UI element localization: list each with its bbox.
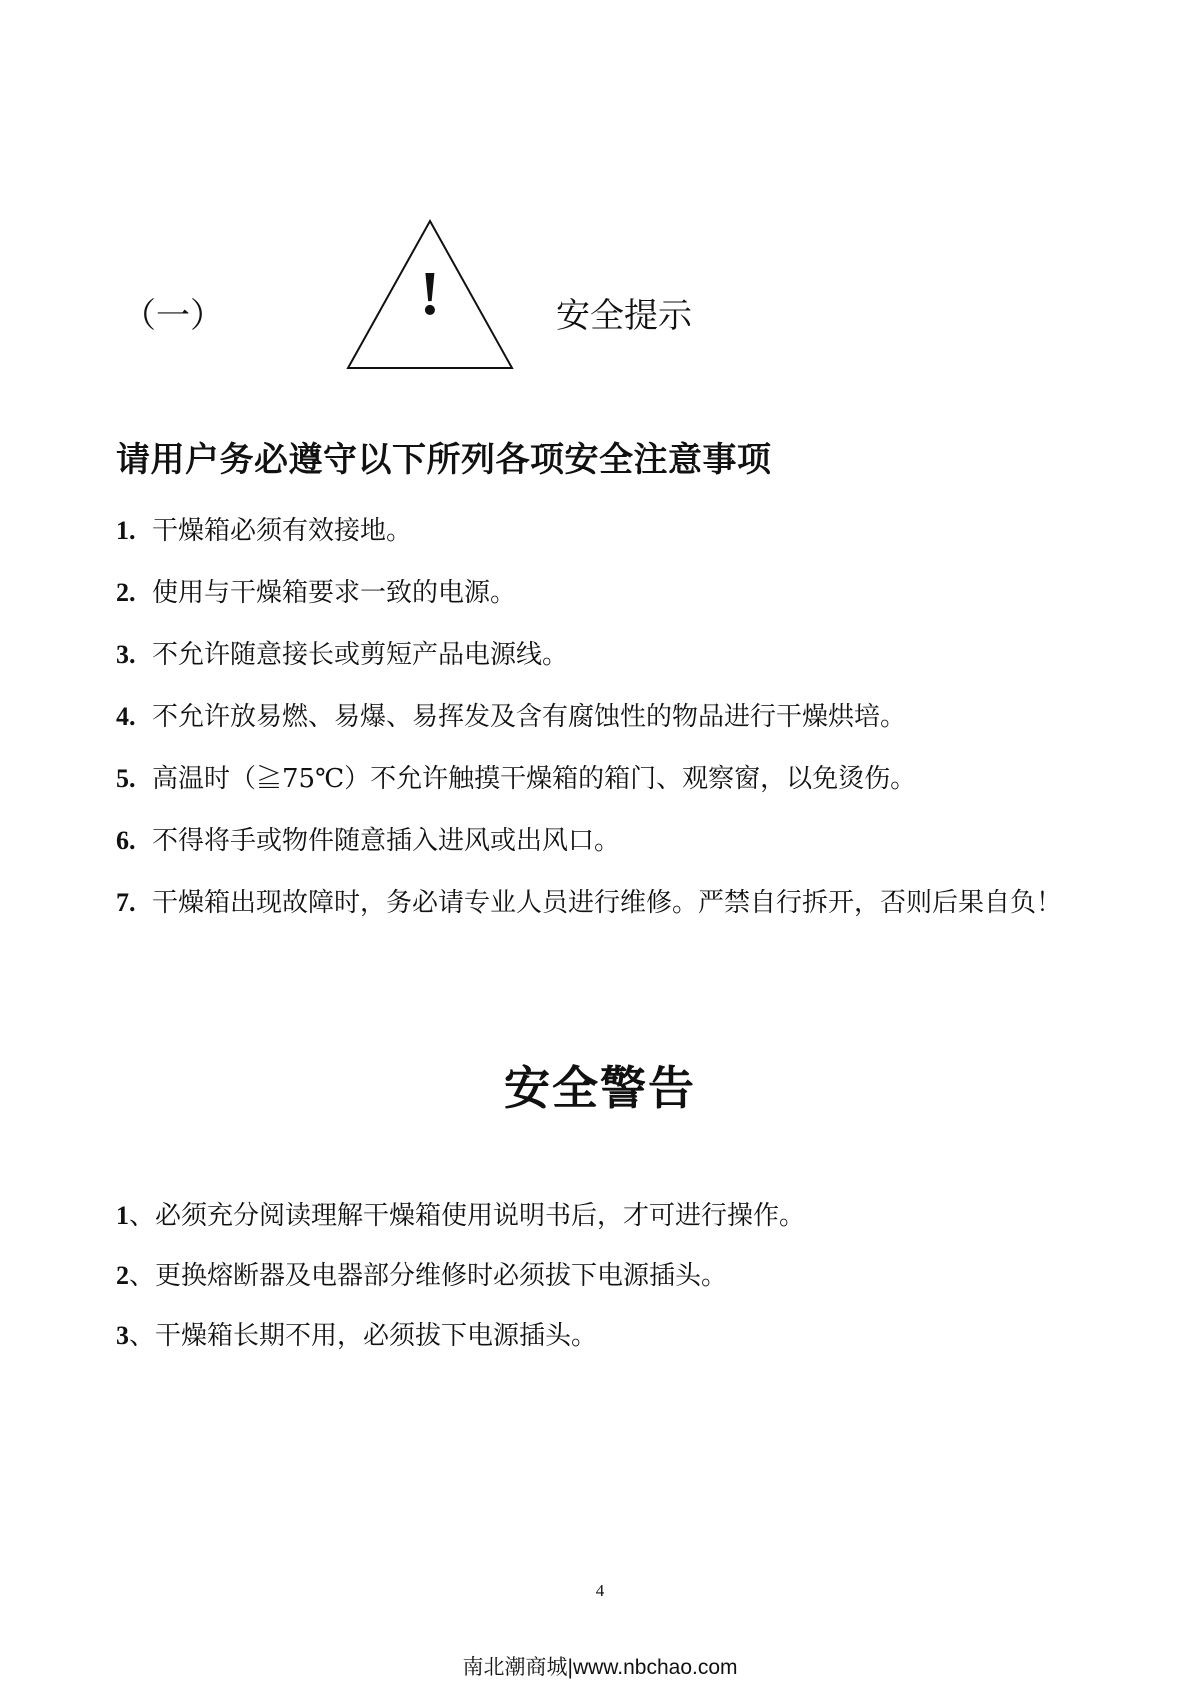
notice-item-number: 5.: [116, 764, 136, 793]
page-number: 4: [595, 1581, 605, 1600]
warning-item-number: 2: [116, 1261, 129, 1290]
section-number: （一）: [122, 296, 224, 336]
notice-list: [116, 500, 1106, 934]
notice-item: [116, 500, 1106, 562]
notice-item-number: 1.: [116, 516, 136, 545]
warning-item-number: 3: [116, 1321, 129, 1350]
notice-item-text: 不得将手或物件随意插入进风或出风口。: [152, 826, 621, 856]
warning-list: [116, 1186, 1106, 1366]
warning-item-text: 、干燥箱长期不用，必须拔下电源插头。: [129, 1321, 598, 1351]
notice-item-text: 不允许随意接长或剪短产品电源线。: [152, 640, 569, 670]
notice-item: [116, 872, 1106, 934]
warning-item-number: 1: [116, 1201, 129, 1230]
warning-item: [116, 1306, 1106, 1366]
warning-item-text: 、必须充分阅读理解干燥箱使用说明书后，才可进行操作。: [129, 1201, 806, 1231]
notice-item: [116, 562, 1106, 624]
notice-item-text: 不允许放易燃、易爆、易挥发及含有腐蚀性的物品进行干燥烘培。: [152, 702, 907, 732]
warning-item: [116, 1246, 1106, 1306]
notice-item: [116, 624, 1106, 686]
section-title: 安全提示: [556, 296, 692, 336]
notice-item-text: 干燥箱出现故障时，务必请专业人员进行维修。严禁自行拆开，否则后果自负！: [152, 888, 1063, 918]
warning-item-text: 、更换熔断器及电器部分维修时必须拔下电源插头。: [129, 1261, 728, 1291]
footer-credit: 南北潮商城|www.nbchao.com: [462, 1656, 738, 1679]
warning-exclamation: !: [419, 260, 441, 328]
notice-item-text: 使用与干燥箱要求一致的电源。: [152, 578, 517, 608]
section-header: [0, 0, 1200, 400]
notice-item-number: 3.: [116, 640, 136, 669]
warning-triangle-icon: [346, 218, 514, 370]
notice-item: [116, 810, 1106, 872]
notice-item: [116, 748, 1106, 810]
notice-item: [116, 686, 1106, 748]
warning-item: [116, 1186, 1106, 1246]
notice-item-number: 6.: [116, 826, 136, 855]
notice-item-text: 高温时（≧75℃）不允许触摸干燥箱的箱门、观察窗，以免烫伤。: [152, 764, 917, 794]
notice-item-number: 4.: [116, 702, 136, 731]
notice-item-number: 7.: [116, 888, 136, 917]
notice-heading: 请用户务必遵守以下所列各项安全注意事项: [116, 440, 772, 480]
notice-item-number: 2.: [116, 578, 136, 607]
notice-item-text: 干燥箱必须有效接地。: [152, 516, 413, 546]
warning-title: 安全警告: [504, 1061, 696, 1115]
